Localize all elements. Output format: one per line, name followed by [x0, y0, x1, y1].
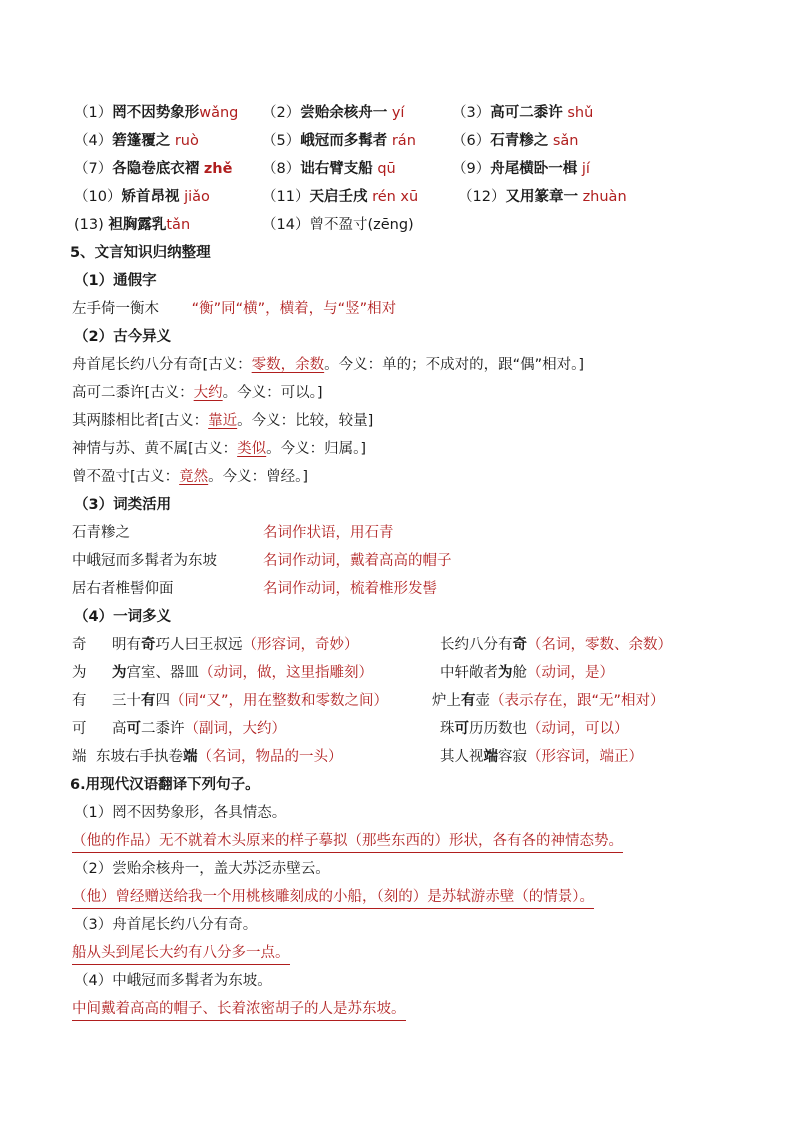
gujin-row: 舟首尾长约八分有奇[古义：零数，余数。今义：单的；不成对的，跟“偶”相对。]	[72, 357, 585, 373]
duoyi-example-a: 高可二黍许（副词，大约）	[112, 721, 286, 737]
duoyi-example-b: 中轩敞者为舱（动词，是）	[440, 665, 614, 681]
duoyi-example-b: 炉上有壶（表示存在，跟“无”相对）	[432, 693, 665, 709]
huoyong-sentence: 中峨冠而多髯者为东坡	[72, 553, 217, 569]
subsection-heading: （3）词类活用	[74, 497, 172, 513]
annotation-item: （4）箬篷覆之 ruò	[74, 133, 199, 149]
annotation-item: （3）高可二黍许 shǔ	[452, 105, 594, 121]
annotation-item: （14）曾不盈寸(zēng)	[262, 217, 414, 233]
gujin-row: 高可二黍许[古义：大约。今义：可以。]	[72, 385, 323, 401]
duoyi-char: 奇	[72, 637, 87, 653]
duoyi-example-a: 为宫室、器皿（动词，做，这里指雕刻）	[112, 665, 373, 681]
translation-answer: （他）曾经赠送给我一个用桃核雕刻成的小船，（刻的）是苏轼游赤壁（的情景）。	[72, 887, 594, 909]
gujin-row: 神情与苏、黄不属[古义：类似。今义：归属。]	[72, 441, 367, 457]
translation-question: （3）舟首尾长约八分有奇。	[74, 917, 258, 933]
subsection-heading: （2）古今异义	[74, 329, 172, 345]
annotation-pinyin: wǎng	[199, 105, 239, 121]
gujin-row: 曾不盈寸[古义：竟然。今义：曾经。]	[72, 469, 309, 485]
duoyi-example-a: 三十有四（同“又”，用在整数和零数之间）	[112, 693, 389, 709]
annotation-item: （2）尝贻余核舟一 yí	[262, 105, 405, 121]
duoyi-char: 为	[72, 665, 87, 681]
annotation-item: （12）又用篆章一 zhuàn	[458, 189, 627, 205]
translation-answer: 船从头到尾长大约有八分多一点。	[72, 943, 290, 965]
huoyong-sentence: 居右者椎髻仰面	[72, 581, 174, 597]
tongjia-row: 左手倚一衡木 “衡”同“横”，横着，与“竖”相对	[72, 301, 397, 317]
duoyi-example-a: 东坡右手执卷端（名词，物品的一头）	[96, 749, 343, 765]
annotation-item: （10）矫首昂视 jiǎo	[74, 189, 210, 205]
annotation-word: 罔不因势象形	[112, 105, 200, 121]
annotation-item: （5）峨冠而多髯者 rán	[262, 133, 416, 149]
annotation-item: （11）天启壬戌 rén xū	[262, 189, 419, 205]
annotation-item: （9）舟尾横卧一楫 jí	[452, 161, 590, 177]
duoyi-char: 端	[72, 749, 87, 765]
duoyi-char: 可	[72, 721, 87, 737]
section-heading: 6.用现代汉语翻译下列句子。	[70, 777, 260, 793]
annotation-item	[74, 103, 238, 123]
duoyi-char: 有	[72, 693, 87, 709]
translation-answer: （他的作品）无不就着木头原来的样子摹拟（那些东西的）形状，各有各的神情态势。	[72, 831, 623, 853]
duoyi-example-b: 长约八分有奇（名词，零数、余数）	[440, 637, 672, 653]
tongjia-note: “衡”同“横”，横着，与“竖”相对	[191, 301, 397, 317]
duoyi-example-a: 明有奇巧人曰王叔远（形容词，奇妙）	[112, 637, 359, 653]
section-heading: 5、文言知识归纳整理	[70, 245, 211, 261]
ancient-meaning: 零数，余数	[251, 357, 325, 373]
huoyong-note: 名词作状语，用石青	[263, 525, 394, 541]
duoyi-example-b: 其人视端容寂（形容词，端正）	[440, 749, 643, 765]
annotation-number: （1）	[74, 105, 113, 121]
translation-question: （2）尝贻余核舟一，盖大苏泛赤壁云。	[74, 861, 330, 877]
duoyi-example-b: 珠可历历数也（动词，可以）	[440, 721, 629, 737]
huoyong-note: 名词作动词，梳着椎形发髻	[263, 581, 437, 597]
translation-question: （4）中峨冠而多髯者为东坡。	[74, 973, 272, 989]
huoyong-note: 名词作动词，戴着高高的帽子	[263, 553, 452, 569]
huoyong-sentence: 石青糁之	[72, 525, 130, 541]
subsection-heading: （4）一词多义	[74, 609, 172, 625]
subsection-heading: （1）通假字	[74, 273, 157, 289]
annotation-item: （7）各隐卷底衣褶 zhě	[74, 161, 233, 177]
annotation-item: （8）诎右臂支船 qū	[262, 161, 396, 177]
translation-answer: 中间戴着高高的帽子、长着浓密胡子的人是苏东坡。	[72, 999, 406, 1021]
gujin-row: 其两膝相比者[古义：靠近。今义：比较，较量]	[72, 413, 374, 429]
annotation-item: (13) 袒胸露乳tǎn	[74, 217, 191, 233]
annotation-item: （6）石青糁之 sǎn	[452, 133, 579, 149]
translation-question: （1）罔不因势象形，各具情态。	[74, 805, 287, 821]
